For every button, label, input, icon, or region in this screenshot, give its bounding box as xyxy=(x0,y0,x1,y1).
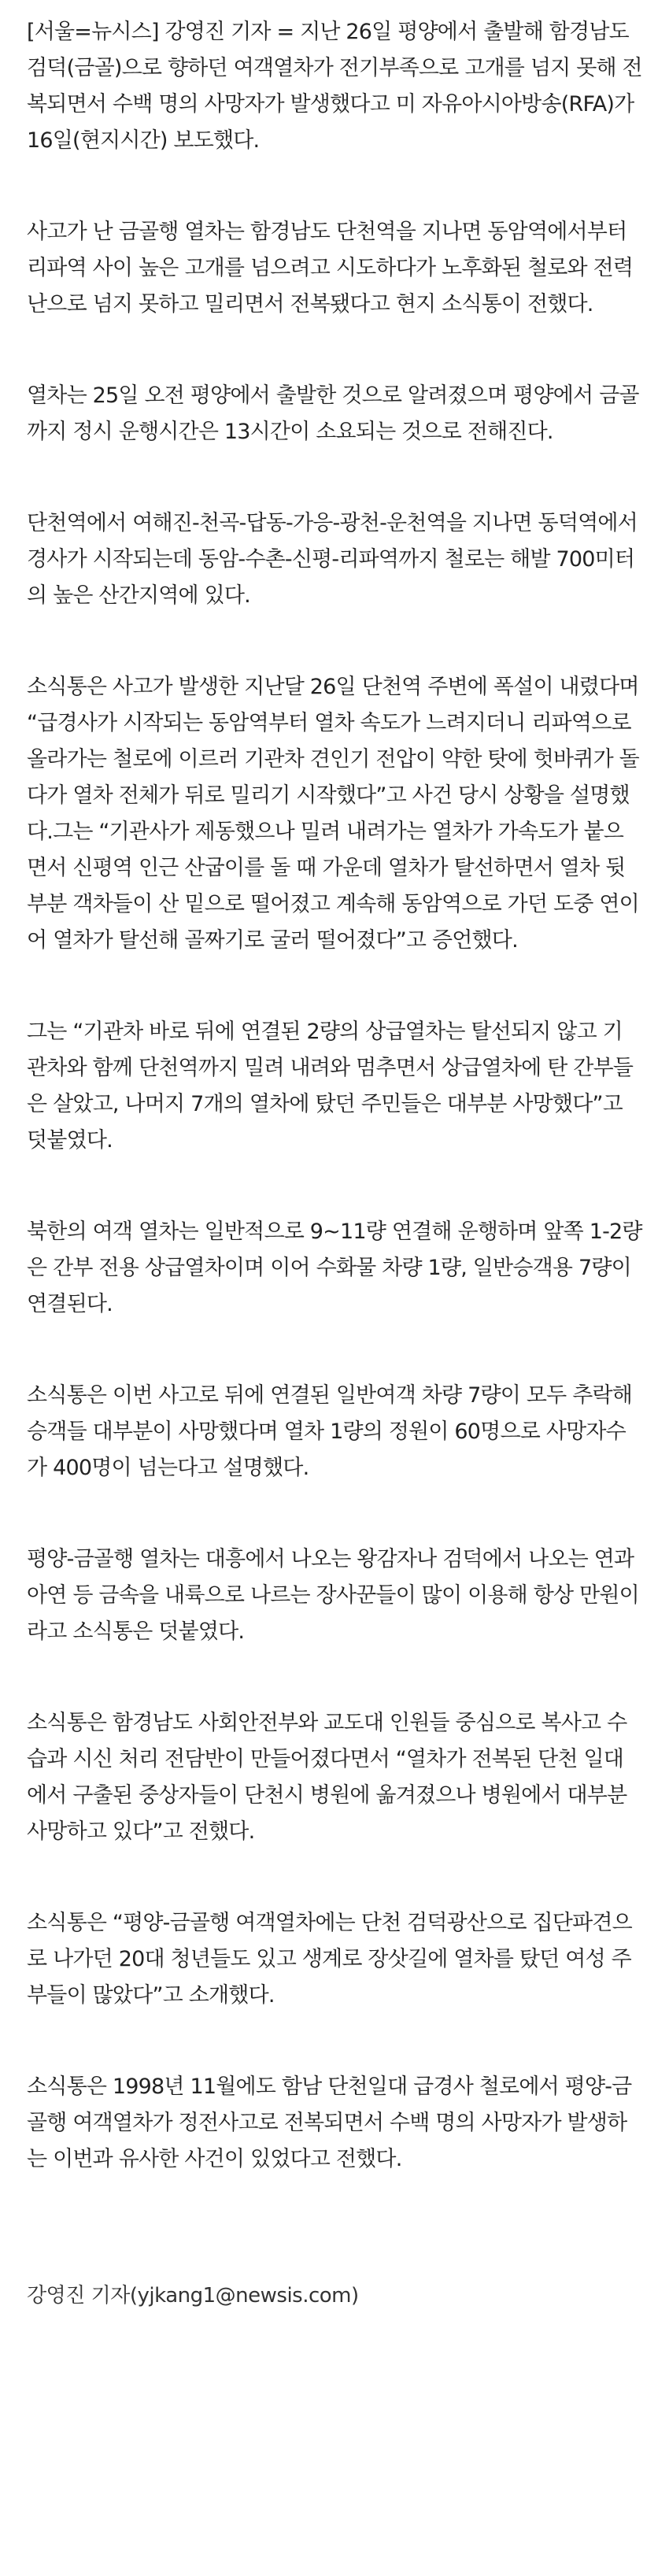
article-paragraph: 사고가 난 금골행 열차는 함경남도 단천역을 지나면 동암역에서부터 리파역 사이 높은 고개를 넘으려고 시도하다가 노후화된 철로와 전력난으로 넘지 못하고 밀리면서 전복됐다고 현지 소식통이 전했다. xyxy=(27,220,634,316)
article-paragraph: 소식통은 1998년 11월에도 함남 단천일대 급경사 철로에서 평양-금골행 여객열차가 정전사고로 전복되면서 수백 명의 사망자가 발생하는 이번과 유사한 사건이 있었다고 전했다. xyxy=(27,2074,632,2171)
article-paragraph: 소식통은 “평양-금골행 여객열차에는 단천 검덕광산으로 집단파견으로 나가던 20대 청년들도 있고 생계로 장삿길에 열차를 탔던 여성 주부들이 많았다”고 소개했다. xyxy=(27,1911,632,2008)
article-paragraph: 소식통은 사고가 발생한 지난달 26일 단천역 주변에 폭설이 내렸다며 “급경사가 시작되는 동암역부터 열차 속도가 느려지더니 리파역으로 올라가는 철로에 이르러 기관차 견인기 전압이 약한 탓에 헛바퀴가 돌다가 열차 전체가 뒤로 밀리기 시작했다”고 사건 당시 상황을 설명했다.그는 “기관사가 제동했으나 밀려 내려가는 열차가 가속도가 붙으면서 신평역 인근 산굽이를 돌 때 가운데 열차가 탈선하면서 열차 뒷부분 객차들이 산 밑으로 떨어졌고 계속해 동암역으로 가던 도중 연이어 열차가 탈선해 골짜기로 굴러 떨어졌다”고 증언했다. xyxy=(27,675,639,953)
article-paragraph: 단천역에서 여해진-천곡-답동-가응-광천-운천역을 지나면 동덕역에서 경사가 시작되는데 동암-수촌-신평-리파역까지 철로는 해발 700미터의 높은 산간지역에 있다. xyxy=(27,511,638,608)
article-paragraph: [서울=뉴시스] 강영진 기자 = 지난 26일 평양에서 출발해 함경남도 검덕(금골)으로 향하던 여객열차가 전기부족으로 고개를 넘지 못해 전복되면서 수백 명의 사망자가 발생했다고 미 자유아시아방송(RFA)가 16일(현지시간) 보도했다. xyxy=(27,20,642,153)
article-paragraph: 소식통은 이번 사고로 뒤에 연결된 일반여객 차량 7량이 모두 추락해 승객들 대부분이 사망했다며 열차 1량의 정원이 60명으로 사망자수가 400명이 넘는다고 설명했다. xyxy=(27,1383,633,1480)
article-paragraph: 소식통은 함경남도 사회안전부와 교도대 인원들 중심으로 복사고 수습과 시신 처리 전담반이 만들어졌다면서 “열차가 전복된 단천 일대에서 구출된 중상자들이 단천시 병원에 옮겨졌으나 병원에서 대부분 사망하고 있다”고 전했다. xyxy=(27,1711,627,1844)
article-paragraph: 평양-금골행 열차는 대흥에서 나오는 왕감자나 검덕에서 나오는 연과 아연 등 금속을 내륙으로 나르는 장사꾼들이 많이 이용해 항상 만원이라고 소식통은 덧붙였다. xyxy=(27,1547,639,1644)
article-paragraph: 열차는 25일 오전 평양에서 출발한 것으로 알려졌으며 평양에서 금골까지 정시 운행시간은 13시간이 소요되는 것으로 전해진다. xyxy=(27,383,639,444)
article-paragraph: 북한의 여객 열차는 일반적으로 9~11량 연결해 운행하며 앞쪽 1-2량은 간부 전용 상급열차이며 이어 수화물 차량 1량, 일반승객용 7량이 연결된다. xyxy=(27,1220,642,1316)
reporter-byline: 강영진 기자(yjkang1@newsis.com) xyxy=(27,2284,359,2308)
article-paragraph: 그는 “기관차 바로 뒤에 연결된 2량의 상급열차는 탈선되지 않고 기관차와 함께 단천역까지 밀려 내려와 멈추면서 상급열차에 탄 간부들은 살았고, 나머지 7개의 열차에 탔던 주민들은 대부분 사망했다”고 덧붙였다. xyxy=(27,1020,634,1153)
